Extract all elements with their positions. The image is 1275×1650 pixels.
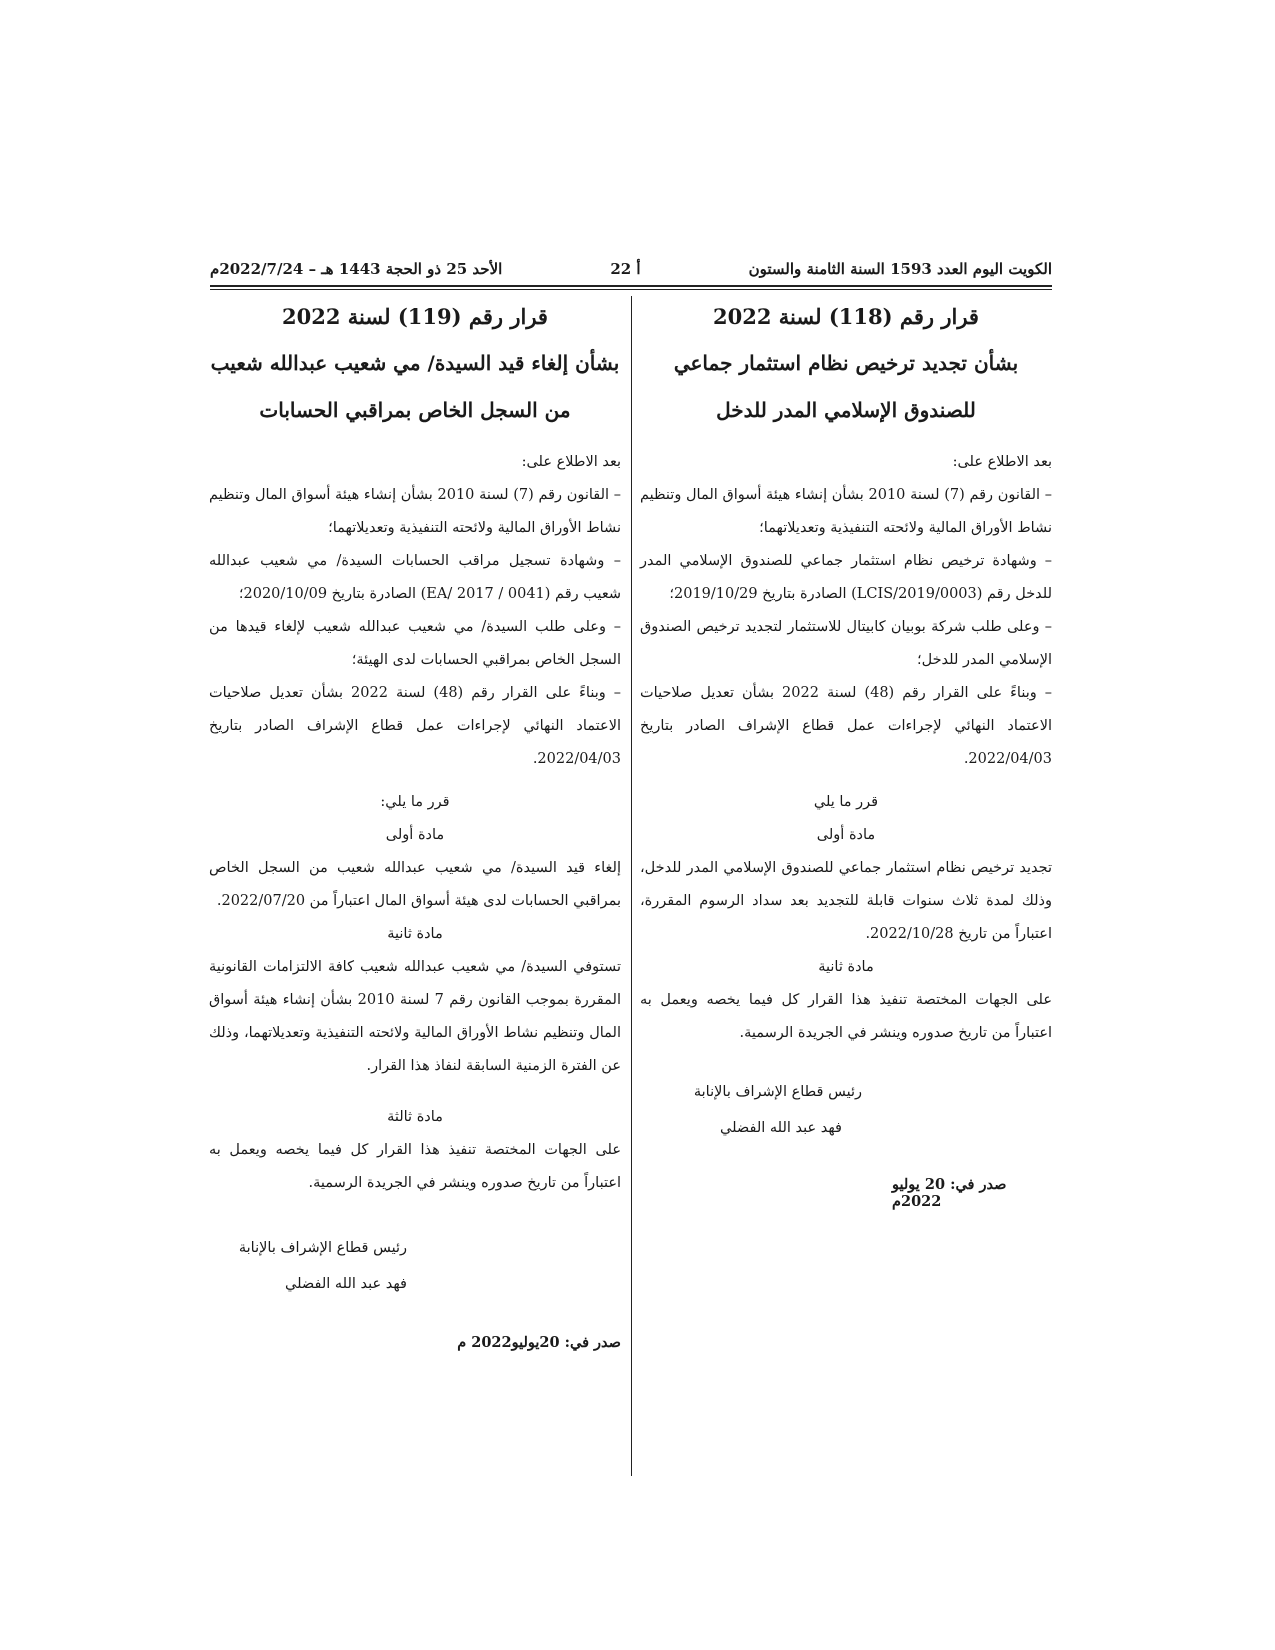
header-date: الأحد 25 ذو الحجة 1443 هـ – 2022/7/24م (210, 260, 503, 278)
decision-119-clause-4: – وبناءً على القرار رقم (48) لسنة 2022 بشأن تعديل صلاحيات الاعتماد النهائي لإجراءات عمل قطاع الإشراف الصادر بتاريخ 2022/04/03. (209, 685, 621, 767)
page-header (210, 256, 1052, 282)
decision-118-decided: قرر ما يلي (813, 794, 879, 810)
decision-119-clause-1: – القانون رقم (7) لسنة 2010 بشأن إنشاء هيئة أسواق المال وتنظيم نشاط الأوراق المالية ولائحته التنفيذية وتعديلاتهما؛ (209, 487, 621, 536)
decision-119-signatory-name: فهد عبد الله الفضلي (285, 1276, 407, 1292)
column-divider (631, 296, 632, 1476)
decision-119-article-3-text: على الجهات المختصة تنفيذ هذا القرار كل فيما يخصه ويعمل به اعتباراً من تاريخ صدوره وينشر في الجريدة الرسمية. (209, 1142, 621, 1191)
decision-119-article-3-heading: مادة ثالثة (387, 1109, 443, 1125)
decision-119-issued: صدر في: 20يوليو2022 م (457, 1334, 621, 1351)
decision-119-clause-2: – وشهادة تسجيل مراقب الحسابات السيدة/ مي شعيب عبدالله شعيب رقم (0041 / 2017 /EA) الصادرة بتاريخ 2020/10/09؛ (209, 553, 621, 602)
decision-118-issued: صدر في: 20 يوليو 2022م (892, 1176, 1007, 1210)
decision-119-intro: بعد الاطلاع على: (521, 454, 621, 470)
decision-119-article-2-heading: مادة ثانية (387, 926, 443, 942)
decision-119-article-2-text: تستوفي السيدة/ مي شعيب عبدالله شعيب كافة الالتزامات القانونية المقررة بموجب القانون رقم 7 لسنة 2010 بشأن إنشاء هيئة أسواق المال وتنظيم نشاط الأوراق المالية ولائحته التنفيذية وتعديلاتهما، وذلك عن الفترة الزمنية السابقة لنفاذ هذا القرار. (209, 959, 621, 1074)
decision-118-article-1-heading: مادة أولى (816, 827, 876, 843)
decision-118-signatory-title: رئيس قطاع الإشراف بالإنابة (693, 1084, 862, 1100)
decision-118-column (640, 300, 1052, 1210)
decision-118-signatory-name: فهد عبد الله الفضلي (720, 1120, 842, 1136)
decision-119-article-1-text: إلغاء قيد السيدة/ مي شعيب عبدالله شعيب من السجل الخاص بمراقبي الحسابات لدى هيئة أسواق المال اعتباراً من 2022/07/20. (209, 860, 621, 909)
decision-119-subtitle: بشأن إلغاء قيد السيدة/ مي شعيب عبدالله شعيب من السجل الخاص بمراقبي الحسابات (210, 351, 620, 422)
decision-118-clause-4: – وبناءً على القرار رقم (48) لسنة 2022 بشأن تعديل صلاحيات الاعتماد النهائي لإجراءات عمل قطاع الإشراف الصادر بتاريخ 2022/04/03. (640, 685, 1052, 767)
decision-118-clause-3: – وعلى طلب شركة بوبيان كابيتال للاستثمار لتجديد ترخيص الصندوق الإسلامي المدر للدخل؛ (640, 619, 1052, 668)
decision-118-signature (640, 1074, 862, 1146)
header-rule-thin (210, 289, 1052, 290)
decision-118-subtitle: بشأن تجديد ترخيص نظام استثمار جماعي للصندوق الإسلامي المدر للدخل (673, 351, 1019, 422)
decision-118-article-2-text: على الجهات المختصة تنفيذ هذا القرار كل فيما يخصه ويعمل به اعتباراً من تاريخ صدوره وينشر في الجريدة الرسمية. (640, 992, 1052, 1041)
decision-119-signatory-title: رئيس قطاع الإشراف بالإنابة (238, 1240, 407, 1256)
header-page-number: أ 22 (610, 260, 641, 278)
decision-119-column (209, 300, 621, 1351)
decision-119-clause-3: – وعلى طلب السيدة/ مي شعيب عبدالله شعيب لإلغاء قيدها من السجل الخاص بمراقبي الحسابات لدى الهيئة؛ (209, 619, 621, 668)
decision-118-clause-2: – وشهادة ترخيص نظام استثمار جماعي للصندوق الإسلامي المدر للدخل رقم (LCIS/2019/0003) الصادرة بتاريخ 2019/10/29؛ (640, 553, 1052, 602)
decision-118-intro: بعد الاطلاع على: (952, 454, 1052, 470)
header-issue: الكويت اليوم العدد 1593 السنة الثامنة والستون (748, 260, 1052, 278)
decision-119-decided: قرر ما يلي: (380, 794, 450, 810)
decision-119-title: قرار رقم (119) لسنة 2022 (282, 304, 548, 329)
decision-118-article-2-heading: مادة ثانية (818, 959, 874, 975)
decision-118-clause-1: – القانون رقم (7) لسنة 2010 بشأن إنشاء هيئة أسواق المال وتنظيم نشاط الأوراق المالية ولائحته التنفيذية وتعديلاتهما؛ (640, 487, 1052, 536)
decision-119-article-1-heading: مادة أولى (385, 827, 445, 843)
header-rule (210, 285, 1052, 287)
decision-119-signature (209, 1230, 407, 1302)
decision-118-article-1-text: تجديد ترخيص نظام استثمار جماعي للصندوق الإسلامي المدر للدخل، وذلك لمدة ثلاث سنوات قابلة للتجديد بعد سداد الرسوم المقررة، اعتباراً من تاريخ 2022/10/28. (640, 860, 1052, 942)
decision-118-title: قرار رقم (118) لسنة 2022 (713, 304, 979, 329)
